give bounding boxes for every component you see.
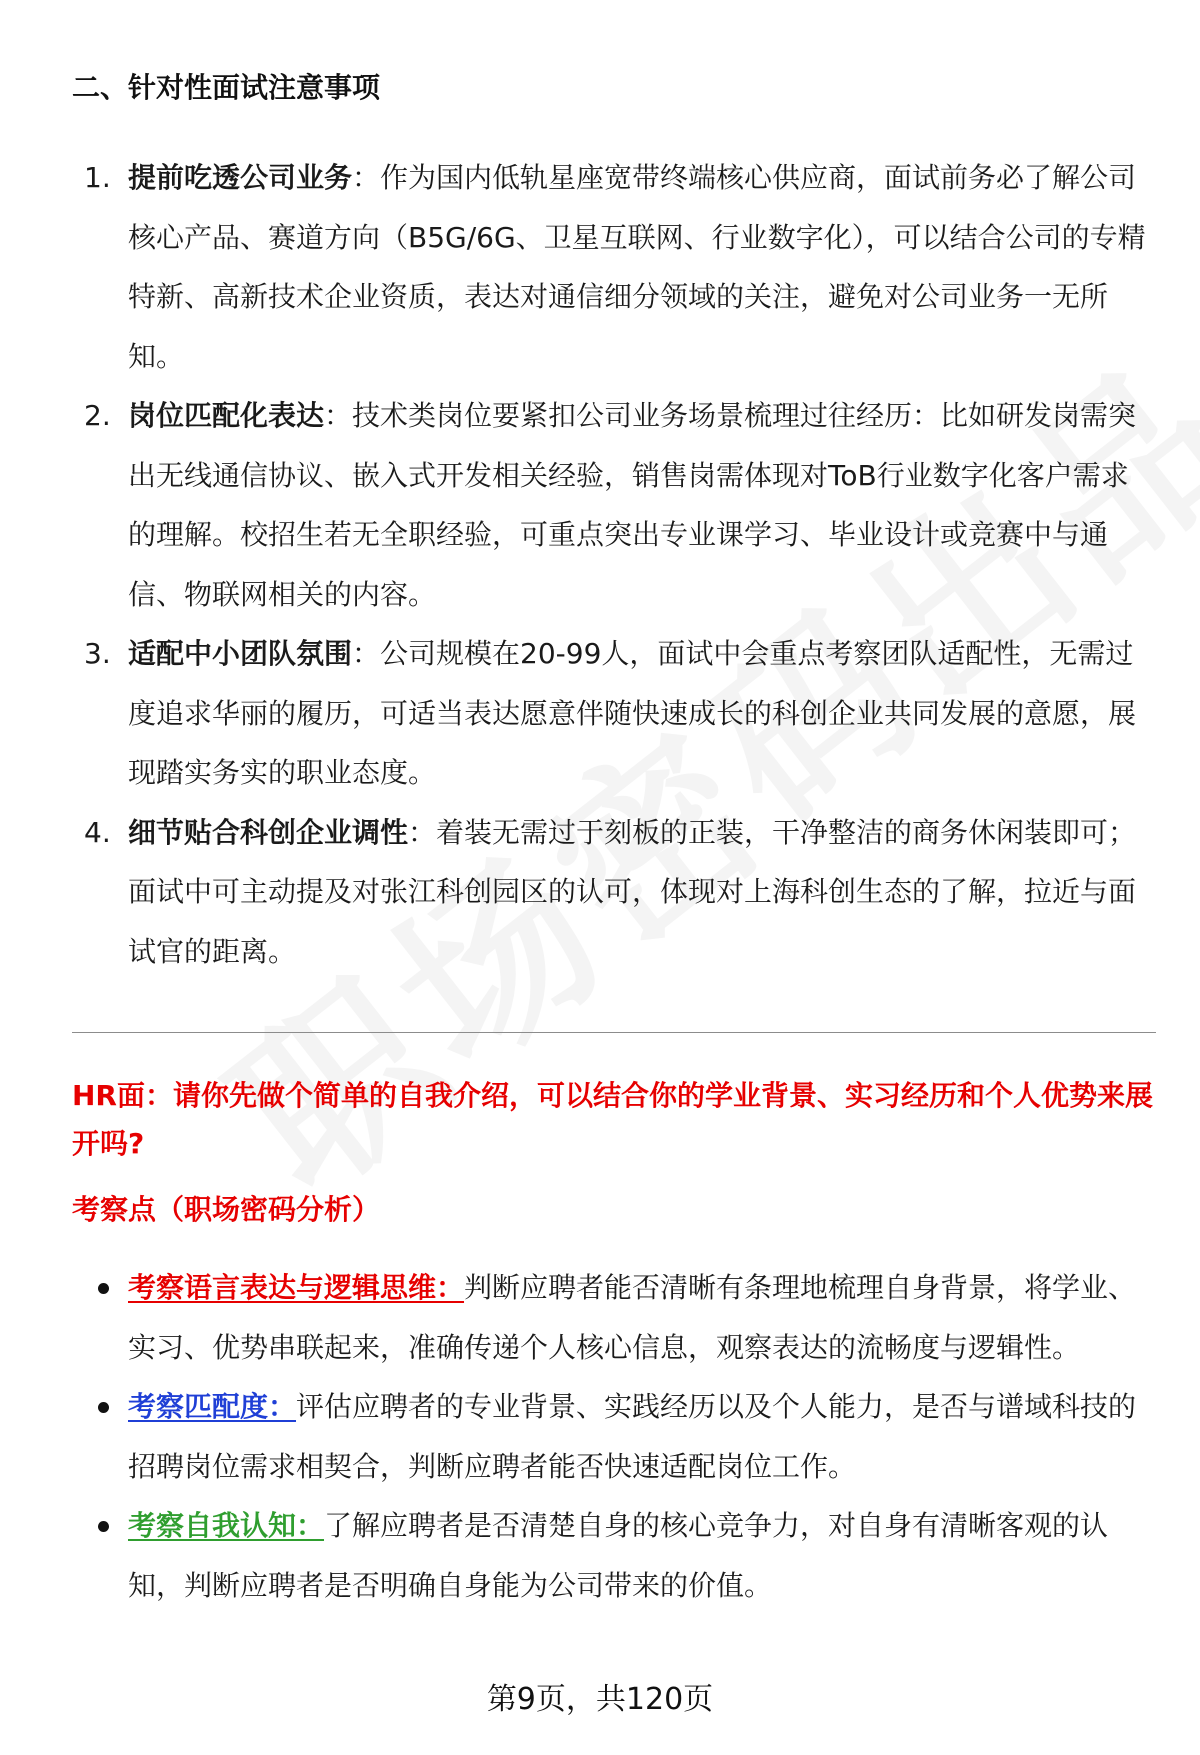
- bullet-text: 评估应聘者的专业背景、实践经历以及个人能力，是否与谱域科技的招聘岗位需求相契合，判断应聘者能否快速适配岗位工作。: [128, 1390, 1137, 1483]
- page-number: 第9页，共120页: [486, 1682, 714, 1717]
- section-divider: [72, 1032, 1156, 1033]
- bullet-keyword: 考察匹配度：: [128, 1390, 297, 1423]
- bullet-dot-icon: [98, 1521, 109, 1532]
- interview-question: HR面：请你先做个简单的自我介绍，可以结合你的学业背景、实习经历和个人优势来展开吗?: [72, 1079, 1153, 1160]
- bullet-keyword: 考察自我认知：: [128, 1509, 325, 1542]
- item-number: 2.: [84, 399, 111, 432]
- bullet-item: [72, 1258, 1152, 1377]
- bullet-text: 了解应聘者是否清楚自身的核心竞争力，对自身有清晰客观的认知，判断应聘者是否明确自身能为公司带来的价值。: [128, 1509, 1109, 1602]
- list-item: [72, 148, 1152, 386]
- bullet-text: 判断应聘者能否清晰有条理地梳理自身背景，将学业、实习、优势串联起来，准确传递个人核心信息，观察表达的流畅度与逻辑性。: [128, 1271, 1137, 1364]
- item-number: 3.: [84, 637, 111, 670]
- item-text: ：技术类岗位要紧扣公司业务场景梳理过往经历：比如研发岗需突出无线通信协议、嵌入式开发相关经验，销售岗需体现对ToB行业数字化客户需求的理解。校招生若无全职经验，可重点突出专业课学习、毕业设计或竞赛中与通信、物联网相关的内容。: [128, 399, 1137, 611]
- item-heading: 岗位匹配化表达: [128, 399, 325, 432]
- bullet-list: [72, 1258, 1152, 1615]
- item-text: ：着装无需过于刻板的正装，干净整洁的商务休闲装即可；面试中可主动提及对张江科创园区的认可，体现对上海科创生态的了解，拉近与面试官的距离。: [128, 815, 1137, 968]
- item-number: 4.: [84, 815, 111, 849]
- bullet-keyword: 考察语言表达与逻辑思维：: [128, 1271, 465, 1304]
- bullet-item: [72, 1377, 1152, 1496]
- item-heading: 细节贴合科创企业调性: [128, 815, 409, 849]
- item-heading: 提前吃透公司业务: [128, 161, 353, 194]
- item-text: ：作为国内低轨星座宽带终端核心供应商，面试前务必了解公司核心产品、赛道方向（B5G/6G、卫星互联网、行业数字化），可以结合公司的专精特新、高新技术企业资质，表达对通信细分领域的关注，避免对公司业务一无所知。: [128, 161, 1146, 373]
- section-title: 二、针对性面试注意事项: [72, 71, 381, 104]
- bullet-dot-icon: [98, 1283, 109, 1294]
- bullet-item: [72, 1496, 1152, 1615]
- list-item: [72, 386, 1152, 624]
- numbered-list: [72, 148, 1152, 981]
- item-number: 1.: [84, 161, 111, 194]
- analysis-subheading: 考察点（职场密码分析）: [72, 1193, 381, 1226]
- item-heading: 适配中小团队氛围: [128, 637, 353, 670]
- bullet-dot-icon: [98, 1402, 109, 1413]
- item-text: ：公司规模在20-99人，面试中会重点考察团队适配性，无需过度追求华丽的履历，可适当表达愿意伴随快速成长的科创企业共同发展的意愿，展现踏实务实的职业态度。: [128, 637, 1137, 789]
- list-item: [72, 624, 1152, 803]
- list-item: [72, 803, 1152, 982]
